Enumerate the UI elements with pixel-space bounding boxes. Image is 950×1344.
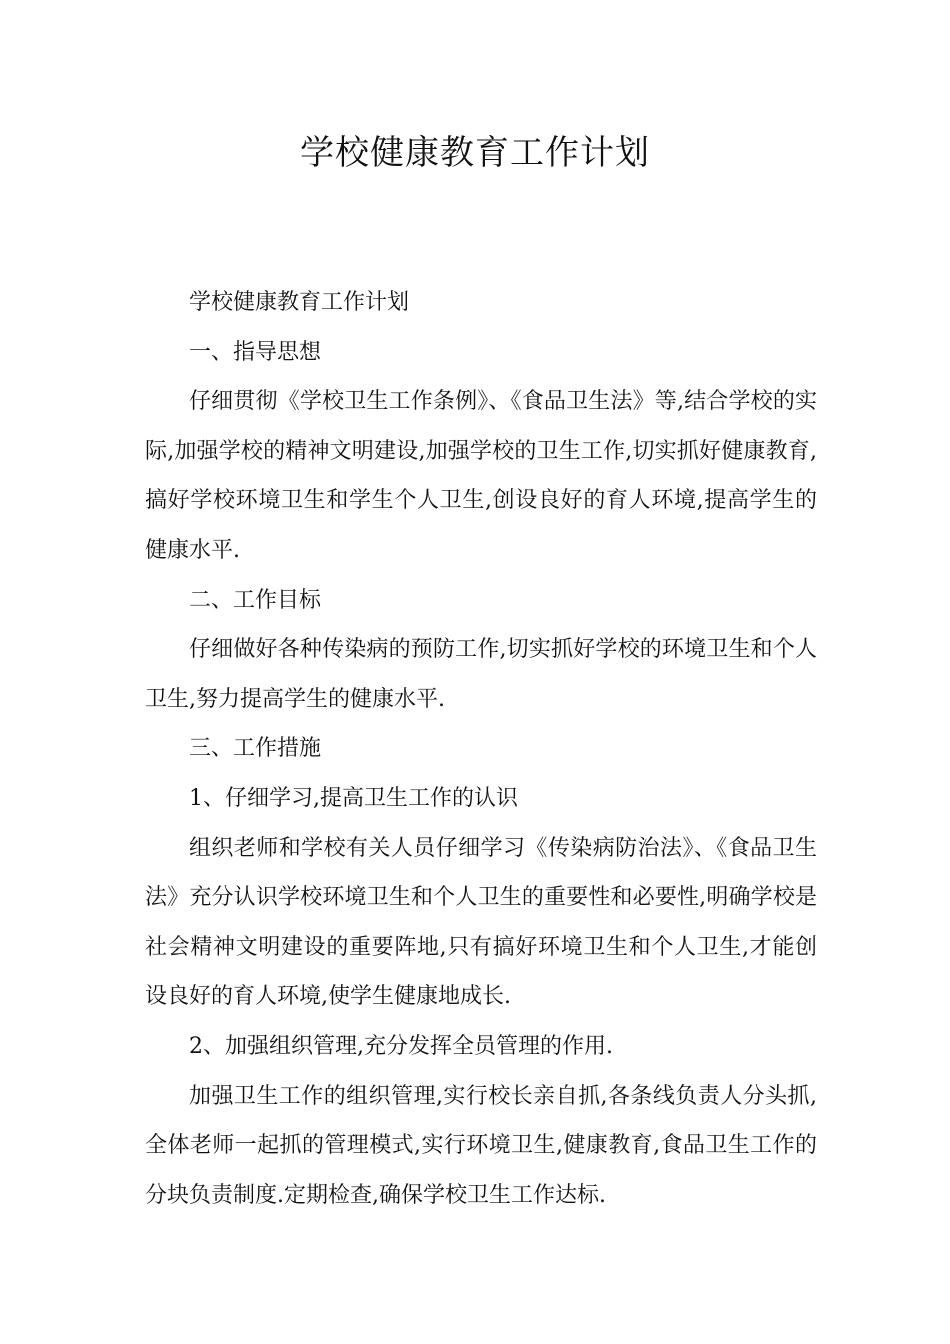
section-heading-guiding-ideology: 一、指导思想 xyxy=(189,339,322,365)
paragraph-guiding-ideology: 仔细贯彻《学校卫生工作条例》、《食品卫生法》等,结合学校的实际,加强学校的精神文明建设,加强学校的卫生工作,切实抓好健康教育,搞好学校环境卫生和学生个人卫生,创设良好的育人环境,提高学生的健康水平. xyxy=(145,389,817,563)
paragraph-measure-2: 加强卫生工作的组织管理,实行校长亲自抓,各条线负责人分头抓,全体老师一起抓的管理模式,实行环境卫生,健康教育,食品卫生工作的分块负责制度.定期检查,确保学校卫生工作达标. xyxy=(145,1083,817,1208)
document-body xyxy=(145,278,817,1220)
subheading-measure-2: 2、加强组织管理,充分发挥全员管理的作用. xyxy=(189,1033,613,1059)
paragraph-work-goals: 仔细做好各种传染病的预防工作,切实抓好学校的环境卫生和个人卫生,努力提高学生的健康水平. xyxy=(145,637,817,712)
paragraph-measure-1: 组织老师和学校有关人员仔细学习《传染病防治法》、《食品卫生法》充分认识学校环境卫生和个人卫生的重要性和必要性,明确学校是社会精神文明建设的重要阵地,只有搞好环境卫生和个人卫生,才能创设良好的育人环境,使学生健康地成长. xyxy=(145,835,817,1010)
section-heading-work-goals: 二、工作目标 xyxy=(189,587,322,613)
document-title: 学校健康教育工作计划 xyxy=(300,133,650,173)
section-heading-work-measures: 三、工作措施 xyxy=(189,736,322,762)
paragraph-subtitle: 学校健康教育工作计划 xyxy=(189,290,410,315)
subheading-measure-1: 1、仔细学习,提高卫生工作的认识 xyxy=(189,785,518,811)
